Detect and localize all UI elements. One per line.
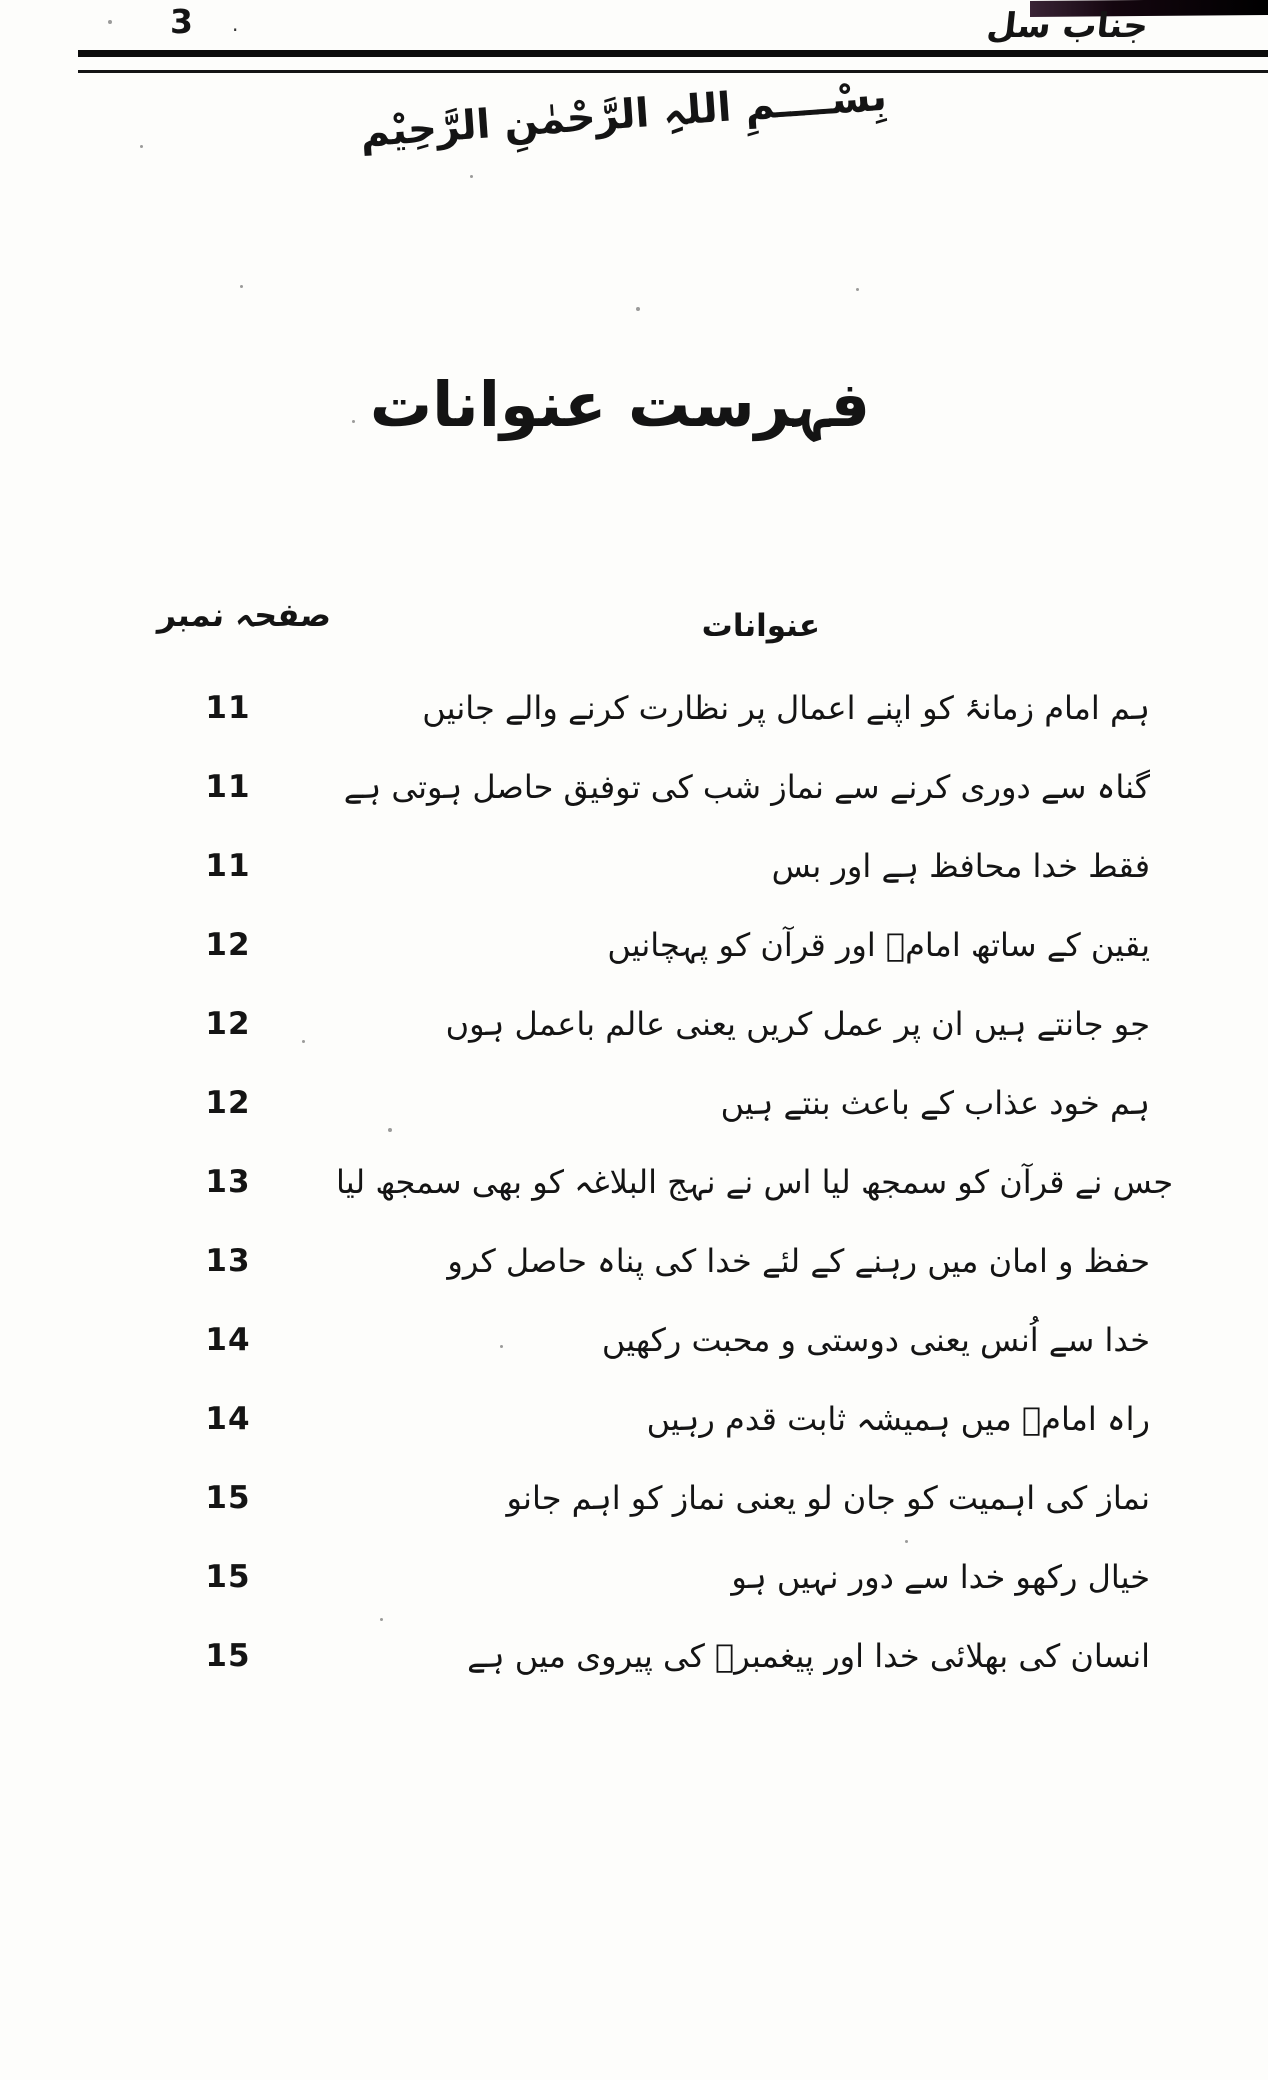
toc-page-number: 12 xyxy=(205,1005,251,1042)
header-double-rule xyxy=(78,50,1268,73)
scan-speck xyxy=(302,1040,305,1043)
toc-row xyxy=(120,1458,1150,1537)
toc-entry-title: ہم امام زمانۂ کو اپنے اعمال پر نظارت کرنے والے جانیں xyxy=(422,688,1150,727)
toc-row xyxy=(120,1616,1150,1695)
toc-rows xyxy=(120,668,1174,1695)
toc-entry-title: حفظ و امان میں رہنے کے لئے خدا کی پناہ حاصل کرو xyxy=(447,1241,1150,1280)
scan-speck xyxy=(140,145,143,148)
toc-row xyxy=(120,1221,1150,1300)
scan-speck xyxy=(470,175,473,178)
scan-speck xyxy=(388,1128,392,1132)
toc-row xyxy=(120,826,1150,905)
toc-row xyxy=(120,1537,1150,1616)
scan-speck xyxy=(380,1618,383,1621)
toc-row xyxy=(120,1300,1150,1379)
column-header-topics: عنوانات xyxy=(701,608,820,644)
bismillah-calligraphy: بِسْــــمِ اللہِ الرَّحْمٰنِ الرَّحِیْم xyxy=(358,73,889,157)
toc-page-number: 11 xyxy=(205,768,251,805)
toc-entry-title: انسان کی بھلائی خدا اور پیغمبرؐ کی پیروی میں ہے xyxy=(467,1636,1150,1675)
toc-entry-title: خدا سے اُنس یعنی دوستی و محبت رکھیں xyxy=(601,1320,1150,1359)
toc-page-number: 11 xyxy=(205,689,251,726)
scan-speck xyxy=(108,20,112,24)
toc-row xyxy=(120,984,1150,1063)
toc-page-number: 14 xyxy=(205,1400,251,1437)
toc-page-number: 14 xyxy=(205,1321,251,1358)
toc-page-number: 13 xyxy=(205,1242,251,1279)
scan-speck xyxy=(856,288,859,291)
toc-entry-title: خیال رکھو خدا سے دور نہیں ہو xyxy=(731,1557,1150,1596)
running-header: جناب سل xyxy=(984,6,1151,46)
scan-speck xyxy=(636,307,640,311)
toc-entry-title: گناہ سے دوری کرنے سے نماز شب کی توفیق حاصل ہوتی ہے xyxy=(343,767,1150,806)
toc-entry-title: راہ امامؑ میں ہمیشہ ثابت قدم رہیں xyxy=(646,1399,1150,1438)
scan-speck xyxy=(240,285,243,288)
scan-speck: · xyxy=(232,18,239,42)
toc-page-number: 11 xyxy=(205,847,251,884)
toc-page-number: 15 xyxy=(205,1479,251,1516)
toc-row xyxy=(120,1142,1174,1221)
toc-entry-title: ہم خود عذاب کے باعث بنتے ہیں xyxy=(720,1083,1150,1122)
column-header-page-number: صفحہ نمبر xyxy=(156,596,333,634)
toc-row xyxy=(120,1379,1150,1458)
toc-page-number: 15 xyxy=(205,1637,251,1674)
toc-entry-title: فقط خدا محافظ ہے اور بس xyxy=(771,846,1150,885)
toc-page-number: 15 xyxy=(205,1558,251,1595)
folio-page-number: 3 xyxy=(170,2,194,41)
toc-page-number: 12 xyxy=(205,1084,251,1121)
toc-row xyxy=(120,1063,1150,1142)
page-title: فہرست عنوانات xyxy=(369,368,871,441)
toc-entry-title: جس نے قرآن کو سمجھ لیا اس نے نہج البلاغہ کو بھی سمجھ لیا xyxy=(336,1162,1174,1201)
toc-row xyxy=(120,668,1150,747)
scan-speck xyxy=(500,1345,503,1348)
toc-entry-title: جو جانتے ہیں ان پر عمل کریں یعنی عالم باعمل ہوں xyxy=(445,1004,1150,1043)
toc-entry-title: نماز کی اہمیت کو جان لو یعنی نماز کو اہم جانو xyxy=(506,1478,1150,1517)
toc-row xyxy=(120,747,1150,826)
scan-speck xyxy=(352,420,355,423)
toc-page-number: 13 xyxy=(205,1163,251,1200)
scan-speck xyxy=(905,1540,908,1543)
toc-entry-title: یقین کے ساتھ امامؑ اور قرآن کو پہچانیں xyxy=(607,925,1150,964)
toc-row xyxy=(120,905,1150,984)
toc-page-number: 12 xyxy=(205,926,251,963)
